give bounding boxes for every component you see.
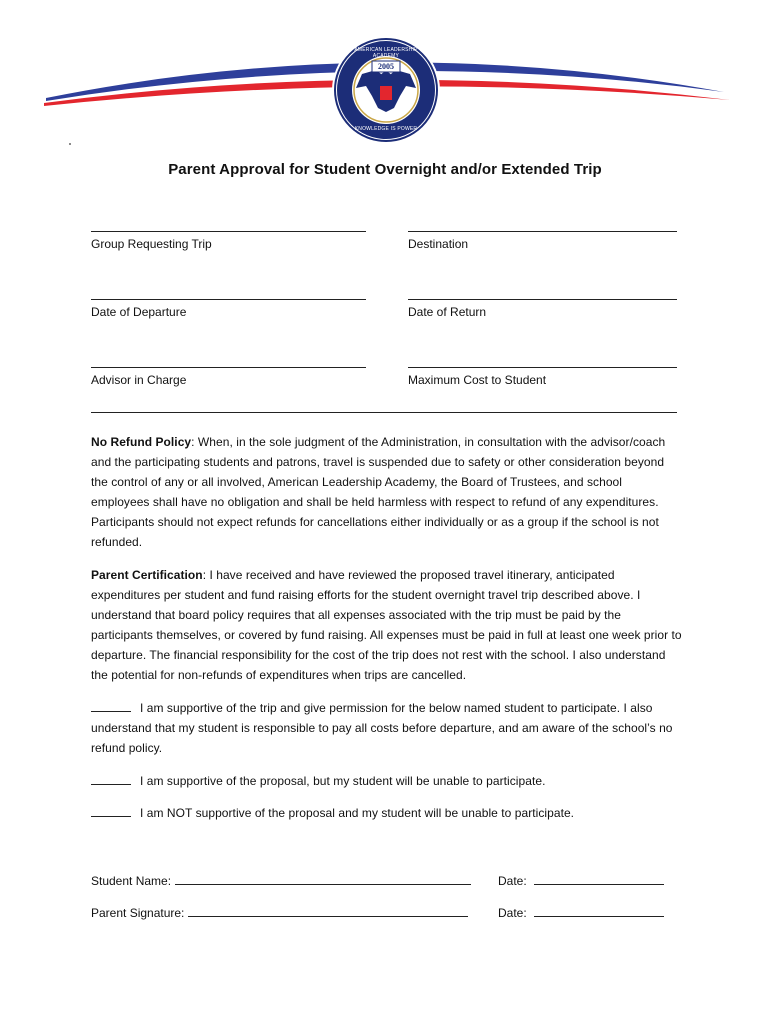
option3-text: I am NOT supportive of the proposal and my student will be unable to participate.	[140, 806, 575, 820]
parent-signature-label: Parent Signature:	[91, 906, 185, 920]
logo-ring-text-top: AMERICAN LEADERSHIP ACADEMY	[354, 47, 418, 59]
student-date-label: Date:	[498, 874, 527, 888]
destination-line[interactable]	[408, 215, 677, 232]
return-line[interactable]	[408, 283, 677, 300]
parent-cert-heading: Parent Certification	[91, 568, 203, 582]
logo-year: 2005	[378, 62, 394, 71]
section-divider	[91, 397, 677, 413]
max-cost-field[interactable]	[408, 351, 677, 387]
departure-label: Date of Departure	[91, 305, 187, 319]
student-name-line[interactable]	[175, 872, 471, 885]
parent-signature-line[interactable]	[188, 904, 468, 917]
advisor-line[interactable]	[91, 351, 366, 368]
parent-cert-text: : I have received and have reviewed the proposed travel itinerary, anticipated expenditures per student and fund raising efforts for the student overnight travel trip described above. I understand that board policy requires that all expenses associated with the trip must be paid by the participants themselves, or covered by fund raising. All expenses must be paid in full at least one week prior to departure. The financial responsibility for the cost of the trip does not rest with the school. I also understand the potential for non-refunds of expenditures when trips are cancelled.	[91, 568, 682, 682]
departure-line[interactable]	[91, 283, 366, 300]
student-date-row	[498, 872, 664, 888]
option1-text: I am supportive of the trip and give permission for the below named student to participate. I also understand that my student is responsible to pay all costs before departure, and am aware of the school’s no refund policy.	[91, 701, 673, 755]
parent-certification	[91, 565, 683, 685]
max-cost-label: Maximum Cost to Student	[408, 373, 547, 387]
stray-dot	[69, 143, 71, 145]
option1-blank[interactable]	[91, 699, 131, 712]
max-cost-line[interactable]	[408, 351, 677, 368]
student-name-label: Student Name:	[91, 874, 172, 888]
option2-text: I am supportive of the proposal, but my student will be unable to participate.	[140, 774, 546, 788]
logo-ring-text-bottom: KNOWLEDGE IS POWER	[354, 126, 418, 132]
no-refund-policy	[91, 432, 683, 552]
return-label: Date of Return	[408, 305, 487, 319]
option-support-not-participate	[91, 771, 683, 791]
parent-signature-row	[91, 904, 468, 920]
return-field[interactable]	[408, 283, 677, 319]
student-name-row	[91, 872, 471, 888]
parent-date-row	[498, 904, 664, 920]
advisor-label: Advisor in Charge	[91, 373, 187, 387]
student-date-line[interactable]	[534, 872, 664, 885]
group-label: Group Requesting Trip	[91, 237, 212, 251]
option-support-participate	[91, 698, 683, 758]
advisor-field[interactable]	[91, 351, 366, 387]
option3-blank[interactable]	[91, 804, 131, 817]
parent-date-label: Date:	[498, 906, 527, 920]
group-field[interactable]	[91, 215, 366, 251]
option2-blank[interactable]	[91, 772, 131, 785]
no-refund-text: : When, in the sole judgment of the Administration, in consultation with the advisor/coach and the participating students and patrons, travel is suspended due to safety or other consideration beyond the control of any or all involved, American Leadership Academy, the Board of Trustees, and school employees shall have no obligation and shall be held harmless with respect to refund of any expenditures. Participants should not expect refunds for cancellations either individually or as a group if the school is not refunded.	[91, 435, 666, 549]
group-line[interactable]	[91, 215, 366, 232]
parent-date-line[interactable]	[534, 904, 664, 917]
destination-field[interactable]	[408, 215, 677, 251]
form-title: Parent Approval for Student Overnight and/or Extended Trip	[168, 161, 602, 178]
no-refund-heading: No Refund Policy	[91, 435, 192, 449]
departure-field[interactable]	[91, 283, 366, 319]
destination-label: Destination	[408, 237, 469, 251]
option-not-supportive	[91, 803, 683, 823]
